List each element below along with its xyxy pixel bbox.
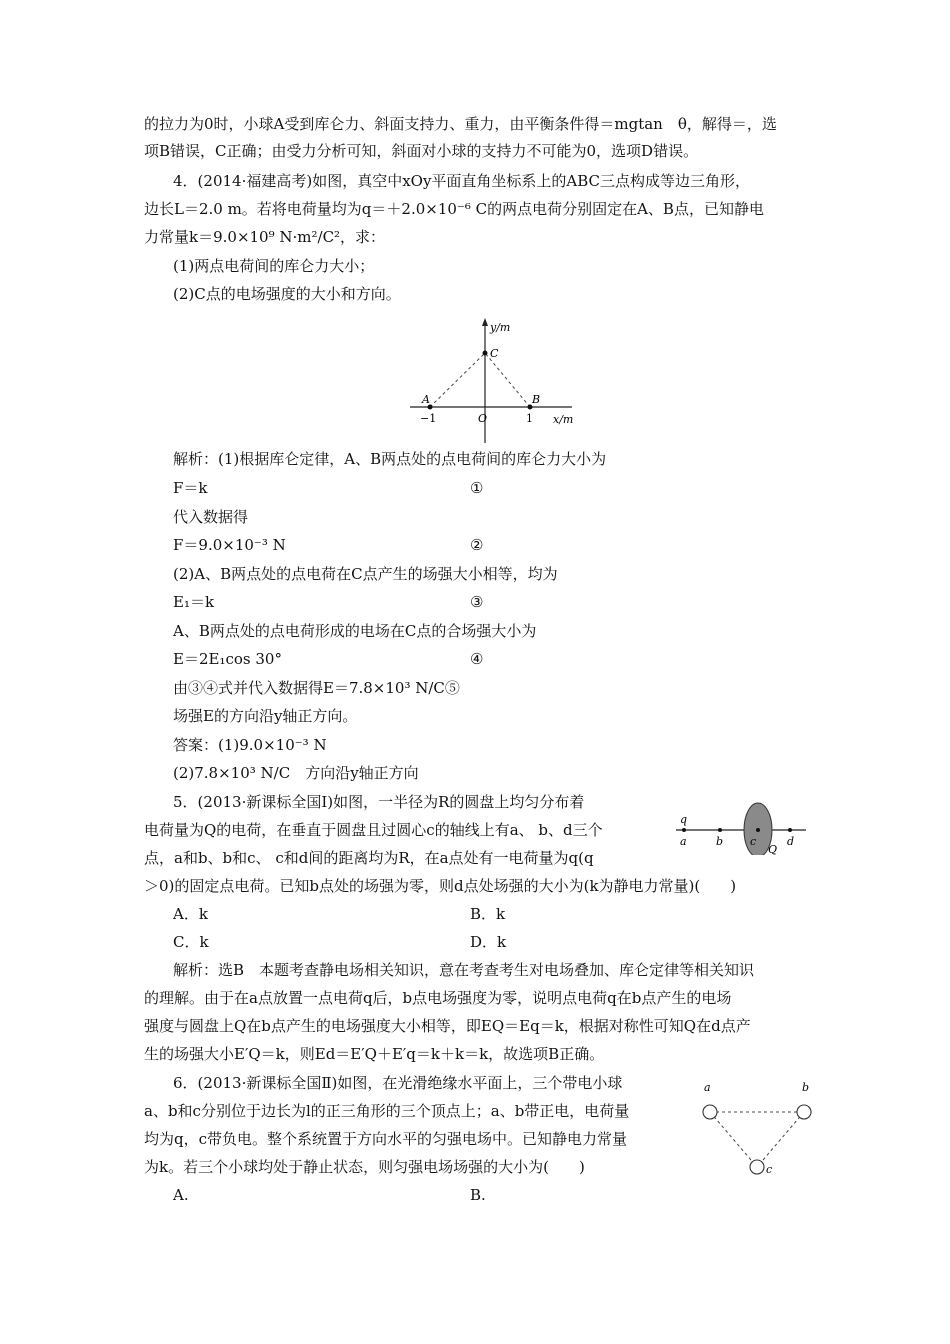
text-line: a、b和c分别位于边长为l的正三角形的三个顶点上；a、b带正电，电荷量 bbox=[144, 1102, 630, 1120]
text-line: E₁＝k bbox=[173, 593, 215, 611]
point-c-label: C bbox=[490, 347, 499, 360]
text-line: ＞0)的固定点电荷。已知b点处的场强为零，则d点处场强的大小为(k为静电力常量)( ) bbox=[144, 877, 737, 895]
text-line: 为k。若三个小球均处于静止状态，则匀强电场场强的大小为( ) bbox=[144, 1158, 585, 1176]
text-line: 强度与圆盘上Q在b点产生的电场强度大小相等，即EQ＝Eq＝k，根据对称性可知Q在d点产 bbox=[144, 1017, 751, 1035]
x-axis-label: x/m bbox=[553, 413, 574, 426]
equation-number: ① bbox=[470, 479, 484, 497]
tick-neg-one: −1 bbox=[420, 412, 437, 425]
ball-c-label: c bbox=[766, 1163, 773, 1176]
text-line: 的理解。由于在a点放置一点电荷q后，b点电场强度为零，说明点电荷q在b点产生的电场 bbox=[144, 989, 732, 1007]
text-line: 解析：(1)根据库仑定律，A、B两点处的点电荷间的库仑力大小为 bbox=[173, 450, 607, 468]
text-line: 生的场强大小E′Q＝k，则Ed＝E′Q＋E′q＝k＋k＝k，故选项B正确。 bbox=[144, 1045, 605, 1063]
point-a-label: a bbox=[680, 835, 687, 848]
text-line: 答案：(1)9.0×10⁻³ N bbox=[173, 736, 327, 754]
ball-a-label: a bbox=[704, 1081, 711, 1094]
text-line: D．k bbox=[470, 933, 507, 951]
text-line: E＝2E₁cos 30° bbox=[173, 650, 282, 668]
text-line: 场强E的方向沿y轴正方向。 bbox=[173, 707, 358, 725]
text-line: 4．(2014·福建高考)如图，真空中xOy平面直角坐标系上的ABC三点构成等边三角形， bbox=[173, 172, 751, 190]
text-line: 均为q，c带负电。整个系统置于方向水平的匀强电场中。已知静电力常量 bbox=[144, 1130, 628, 1148]
text-line: A．k bbox=[173, 905, 208, 923]
text-line: 的拉力为0时，小球A受到库仑力、斜面支持力、重力，由平衡条件得＝mgtan θ，解得＝，选 bbox=[144, 115, 777, 133]
text-line: 6．(2013·新课标全国Ⅱ)如图，在光滑绝缘水平面上，三个带电小球 bbox=[173, 1074, 623, 1092]
text-line: 边长L＝2.0 m。若将电荷量均为q＝＋2.0×10⁻⁶ C的两点电荷分别固定在A、B点，已知静电 bbox=[144, 200, 764, 218]
point-b-label: b bbox=[716, 835, 724, 848]
text-line: F＝9.0×10⁻³ N bbox=[173, 536, 286, 554]
figure-triangle-coordinate bbox=[400, 315, 580, 450]
text-line: B．k bbox=[470, 905, 506, 923]
y-axis-label: y/m bbox=[490, 321, 511, 334]
text-line: B. bbox=[470, 1186, 486, 1204]
text-line: (2)A、B两点处的点电荷在C点产生的场强大小相等，均为 bbox=[173, 565, 558, 583]
equation-number: ② bbox=[470, 536, 484, 554]
origin-label: O bbox=[478, 412, 488, 425]
equation-number: ③ bbox=[470, 593, 484, 611]
text-line: (1)两点电荷间的库仑力大小； bbox=[173, 257, 375, 275]
text-line: (2)C点的电场强度的大小和方向。 bbox=[173, 285, 401, 303]
text-line: 由③④式并代入数据得E＝7.8×10³ N/C⑤ bbox=[173, 679, 460, 697]
charge-q-label: q bbox=[680, 813, 688, 826]
text-line: 电荷量为Q的电荷，在垂直于圆盘且过圆心c的轴线上有a、 b、d三个 bbox=[144, 821, 603, 839]
figure-three-balls bbox=[698, 1075, 820, 1180]
equation-number: ④ bbox=[470, 650, 484, 668]
point-b-label: B bbox=[532, 393, 541, 406]
text-line: A. bbox=[173, 1186, 189, 1204]
text-line: (2)7.8×10³ N/C 方向沿y轴正方向 bbox=[173, 764, 419, 782]
ball-b-label: b bbox=[802, 1081, 810, 1094]
text-line: A、B两点处的点电荷形成的电场在C点的合场强大小为 bbox=[173, 622, 537, 640]
point-c-label: c bbox=[750, 835, 757, 848]
point-d-label: d bbox=[787, 835, 795, 848]
text-line: 力常量k＝9.0×10⁹ N·m²/C²，求： bbox=[144, 228, 386, 246]
text-line: 解析：选B 本题考查静电场相关知识，意在考查考生对电场叠加、库仑定律等相关知识 bbox=[173, 961, 755, 979]
point-a-label: A bbox=[422, 393, 430, 406]
text-line: 代入数据得 bbox=[173, 508, 249, 526]
text-line: 点，a和b、b和c、 c和d间的距离均为R，在a点处有一电荷量为q(q bbox=[144, 849, 594, 867]
tick-one: 1 bbox=[526, 412, 533, 425]
text-line: C．k bbox=[173, 933, 209, 951]
text-line: F＝k bbox=[173, 479, 208, 497]
figure-charged-disk bbox=[672, 795, 812, 855]
disk-q-label: Q bbox=[768, 843, 778, 855]
text-line: 5．(2013·新课标全国Ⅰ)如图，一半径为R的圆盘上均匀分布着 bbox=[173, 793, 585, 811]
text-line: 项B错误，C正确；由受力分析可知，斜面对小球的支持力不可能为0，选项D错误。 bbox=[144, 142, 699, 160]
